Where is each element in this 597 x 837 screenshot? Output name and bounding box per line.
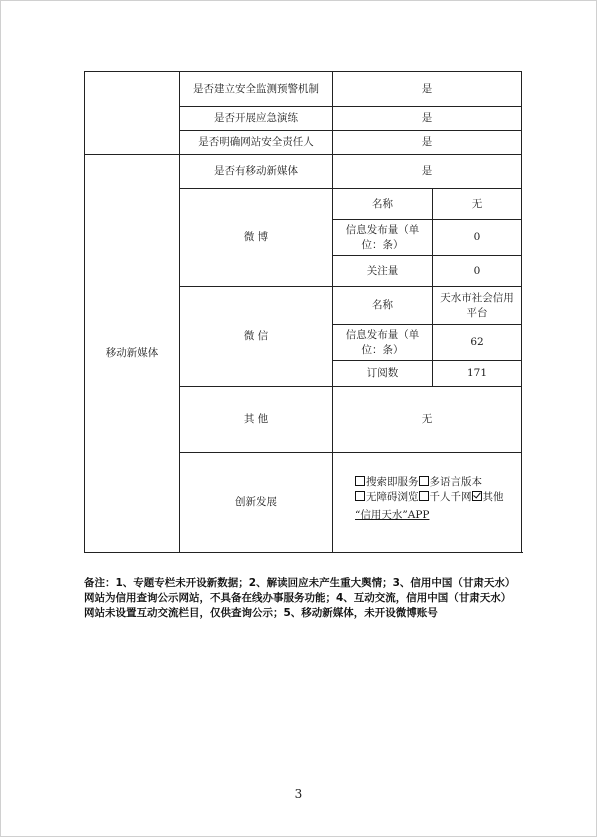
monitoring-value: 是 (333, 72, 522, 107)
option-search-service: 搜索即服务 (355, 476, 419, 488)
other-media-value: 无 (333, 387, 522, 453)
monitoring-label: 是否建立安全监测预警机制 (180, 72, 333, 107)
wechat-subs-value: 171 (433, 361, 522, 387)
mobile-media-section-label: 移动新媒体 (85, 155, 180, 553)
wechat-subs-label: 订阅数 (333, 361, 433, 387)
wechat-name-value: 天水市社会信用平台 (433, 287, 522, 325)
weibo-label: 微 博 (180, 189, 333, 287)
weibo-name-label: 名称 (333, 189, 433, 220)
option-multilingual: 多语言版本 (419, 476, 483, 488)
wechat-label: 微 信 (180, 287, 333, 387)
other-media-label: 其 他 (180, 387, 333, 453)
has-mobile-media-value: 是 (333, 155, 522, 189)
weibo-followers-value: 0 (433, 256, 522, 287)
remarks-note: 备注：1、专题专栏未开设新数据；2、解读回应未产生重大舆情；3、信用中国（甘肃天水）网站为信用查询公示网站，不具备在线办事服务功能；4、互动交流，信用中国（甘肃天水）网站未设置互动交流栏目，仅供查询公示；5、移动新媒体，未开设微博账号 (84, 577, 516, 619)
table-row (85, 155, 522, 189)
option-accessibility: 无障碍浏览 (355, 491, 419, 503)
drill-label: 是否开展应急演练 (180, 107, 333, 131)
weibo-name-value: 无 (433, 189, 522, 220)
checkbox-icon (419, 476, 429, 486)
has-mobile-media-label: 是否有移动新媒体 (180, 155, 333, 189)
report-table (84, 71, 522, 553)
responsible-value: 是 (333, 131, 522, 155)
checkbox-icon (355, 476, 365, 486)
table-row (85, 72, 522, 107)
wechat-name-label: 名称 (333, 287, 433, 325)
wechat-posts-value: 62 (433, 325, 522, 361)
checkbox-checked-icon (472, 491, 482, 501)
weibo-followers-label: 关注量 (333, 256, 433, 287)
option-personalized: 千人千网 (419, 491, 472, 503)
innovation-label: 创新发展 (180, 453, 333, 553)
checkbox-icon (419, 491, 429, 501)
checkbox-icon (355, 491, 365, 501)
weibo-posts-value: 0 (433, 220, 522, 256)
weibo-posts-label: 信息发布量（单位：条） (333, 220, 433, 256)
drill-value: 是 (333, 107, 522, 131)
wechat-posts-label: 信息发布量（单位：条） (333, 325, 433, 361)
page-number: 3 (294, 787, 303, 801)
option-other: 其他 (472, 491, 504, 503)
security-section-cell (85, 72, 180, 155)
responsible-label: 是否明确网站安全责任人 (180, 131, 333, 155)
innovation-options (333, 453, 522, 553)
innovation-other-text: “信用天水”APP (355, 508, 430, 521)
